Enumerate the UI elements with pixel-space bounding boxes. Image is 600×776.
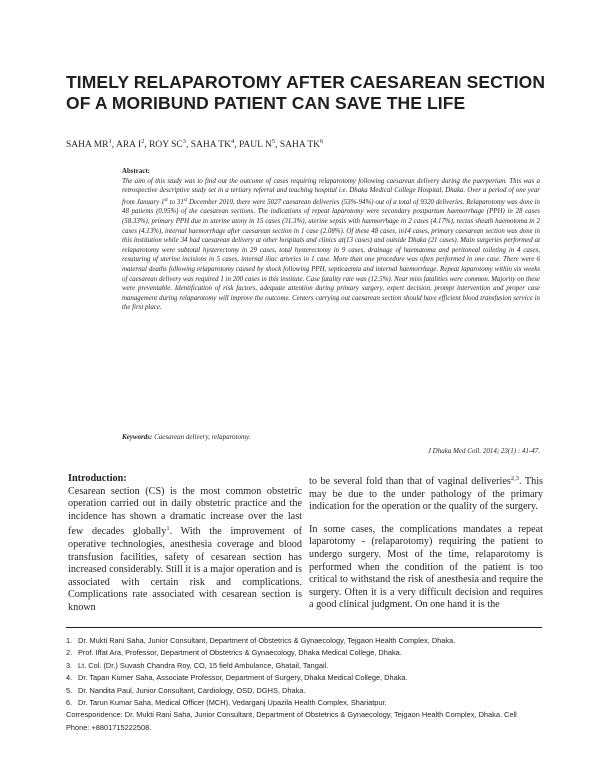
footnote-text: Dr. Mukti Rani Saha, Junior Consultant, Department of Obstetrics & Gynaecology, Tejgaon Health Complex, Dhaka.	[78, 636, 456, 645]
author-affiliation-mark: 6	[320, 138, 324, 145]
abstract-text: to 31	[167, 198, 184, 206]
footnote-item	[66, 635, 542, 647]
author-name: SAHA MR	[66, 140, 109, 150]
body-paragraph	[309, 473, 543, 514]
body-column-right	[309, 473, 543, 612]
footnote-text: Lt. Col. (Dr.) Suvash Chandra Roy, CO, 15 field Ambulance, Ghatail, Tangail.	[78, 660, 329, 670]
citation-ref: 2,3	[510, 475, 519, 482]
ordinal-suffix: st	[164, 197, 168, 203]
abstract-text: December 2010, there were 5027 caesarean deliveries (53%-94%) out of a total of 9320 deliveries. Relaparotomy was done in 48 patients (0.95%) of the caesarean sections. The indications of repeat laparotomy were secondary postpartum haemorrhage (PPH) in 28 cases (58.33%), primary PPH due to uterine atony in 15 cases (31.3%), uterine sepsis with haemorrhage in 2 cases (4.17%), rectus sheath haemotoma in 2 cases (4.13%), internal haemorrhage after caesarean section in 1 case (2.08%). Of these 48 cases, in14 cases, primary caesarean section was done in this institution while 34 had caesarean delivery at other hospitals and clinics at(13 cases) and outside Dhaka (21 cases). Main surgeries performed at relaparotomy were subtotal hysterectomy in 29 cases, total hysterectomy in 9 cases, drainage of haematoma and peritoneal toileting in 4 cases, resuturing of uterine incisions in 5 cases, internal iliac arteries in 1 case. More than one procedure was often performed in one case. There were 6 maternal deaths following relaparotomy caused by shock following PPH, septicaemia and internal haemorrhage. Repeat laparotomy within six weeks of caesarean delivery was required 1 in 200 cases in this institute. Case fatality rate was (12.5%). Near miss fatalities were common. Majority on these were preventable. Identification of risk factors, adequate attention during primary surgery, expert decision, prompt intervention and proper case management during relaparotomy will improve the outcome. Centers carrying out caesarean section should have efficient blood transfusion service in the first place.	[122, 198, 540, 312]
footnote-item	[66, 697, 542, 709]
correspondence-note: Correspondence: Dr. Mukti Rani Saha, Junior Consultant, Department of Obstetrics & Gynaecology, Tejgaon Health Complex, Dhaka. Cell Phone: +8801715222508.	[66, 710, 517, 732]
article-title: TIMELY RELAPAROTOMY AFTER CAESAREAN SECTION OF A MORIBUND PATIENT CAN SAVE THE LIFE	[66, 72, 546, 113]
footnote-item	[66, 672, 542, 684]
body-text: Cesarean section (CS) is the most common obstetric operation carried out in daily obstetric practice and the incidence has shown a dramatic increase over the last few decades globally	[68, 485, 302, 538]
abstract-body	[122, 177, 540, 313]
author-affiliation-mark: 4	[230, 138, 235, 145]
keywords-text: Caesarean delivery, relaparotomy.	[154, 433, 251, 441]
journal-citation: J Dhaka Med Coll. 2014; 23(1) : 41-47.	[427, 447, 540, 455]
section-heading-introduction: Introduction:	[68, 473, 127, 484]
footnote-text: Dr. Tapan Kumer Saha, Associate Professor, Department of Surgery, Dhaka Medical College, Dhaka.	[78, 673, 408, 683]
author-name: SAHA TK	[190, 140, 231, 150]
body-paragraph: In some cases, the complications mandates a repeat laparotomy - (relaparotomy) requiring the patient to undergo surgery. Most of the time, relaparotomy is performed when the condition of the patient is too critical to withstand the risk of anesthesia and require the surgery. Often it is a very difficult decision and requires a good clinical judgment. On one hand it is the	[309, 523, 543, 611]
keywords-line	[122, 433, 540, 442]
footnote-number: 3.	[66, 660, 73, 670]
footnote-number: 6.	[66, 698, 73, 708]
footnote-number: 5.	[66, 685, 73, 695]
author-affiliation-mark: 2	[141, 138, 145, 145]
footnote-number: 4.	[66, 673, 73, 683]
footnote-item	[66, 685, 542, 697]
footnote-text: Dr. Tarun Kumar Saha, Medical Officer (MCH), Vedarganj Upazila Health Complex, Shariatpur.	[78, 698, 387, 708]
footnote-text: Dr. Nandita Paul, Junior Consultant, Cardiology, OSD, DGHS, Dhaka.	[78, 685, 306, 695]
author-affiliation-mark: 5	[271, 138, 276, 145]
abstract-heading: Abstract:	[122, 168, 150, 175]
author-affiliation-mark: 1	[108, 138, 112, 145]
body-text: . With the improvement of operative technologies, anesthesia coverage and blood transfusion facilities, safety of cesarean section has increased considerably. Still it is a major operation and is associated with certain risk and complications. Complications rate associated with cesarean section is known	[68, 526, 302, 613]
body-text: to be several fold than that of vaginal deliveries	[309, 476, 511, 487]
abstract-block	[122, 167, 540, 313]
author-name: ROY SC	[149, 140, 183, 150]
body-column-left	[68, 473, 302, 615]
footnote-item	[66, 647, 542, 659]
ordinal-suffix: st	[183, 197, 188, 203]
footnote-divider	[66, 627, 542, 628]
author-list: SAHA $MR^1$, ARA $I^2$, ROY $SC^3$, SAHA $TK^4$, PAUL $N^5$, SAHA $TK^6$	[66, 138, 324, 150]
citation-ref: 1	[166, 525, 170, 533]
author-name: ARA I	[115, 140, 142, 150]
keywords-label: Keywords:	[122, 433, 153, 441]
author-affiliation-mark: 3	[182, 138, 187, 145]
footnote-number: 2.	[66, 648, 73, 658]
body-text: . This may be due to the under pathology of the primary indication for the operation or the quality of the surgery.	[309, 476, 543, 513]
footnote-number: 1.	[66, 636, 73, 645]
body-paragraph	[68, 486, 302, 615]
author-name: PAUL N	[238, 140, 272, 150]
author-name: SAHA TK	[279, 140, 321, 150]
footnote-text: Prof. Iffat Ara, Professor, Department of Obstetrics & Gynaecology, Dhaka Medical College, Dhaka.	[78, 648, 402, 658]
footnote-item	[66, 660, 542, 672]
abstract-text: The aim of this study was to find out the outcome of cases requiring relaparotomy following caesarean delivery during the puerperium. This was a retrospective descriptive study set in a tertiary referral and teaching hospital i.e. Dhaka Medical College Hospital, Dhaka. Over a period of one year from January 1	[122, 177, 540, 206]
footnotes	[66, 635, 542, 734]
